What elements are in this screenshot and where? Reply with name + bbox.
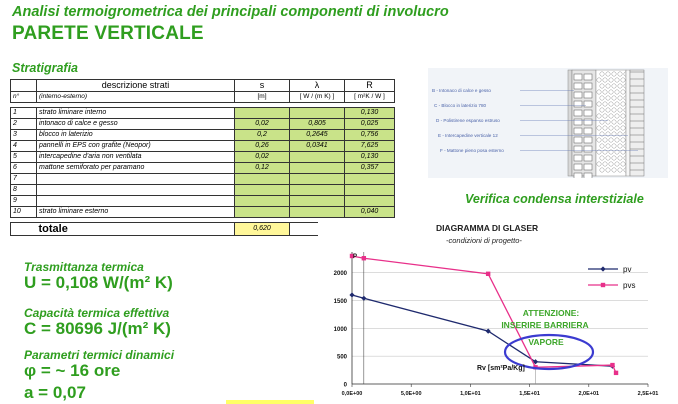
diagram-label: E - Intercapedine verticale 12 [438,133,498,138]
row-lambda [290,163,345,174]
diagram-label: D - Polistirene espanso estruso [436,118,500,123]
y-tick-label: 2000 [333,271,347,278]
brick-cell [584,83,592,89]
row-description: mattone semiforato per paramano [37,163,235,174]
row-s: 0,02 [235,152,290,163]
row-s: 0,12 [235,163,290,174]
x-tick-label: 2,0E+01 [578,391,600,397]
capacita-label: Capacità termica effettiva [24,306,170,320]
col-header-s: s [235,80,290,92]
table-row [11,152,395,163]
brick-cell [574,92,582,98]
brick-cell [584,164,592,170]
glaser-chart [318,218,678,404]
row-r: 0,357 [345,163,395,174]
corner-mark: P [353,254,358,260]
row-s [235,196,290,207]
row-lambda [290,196,345,207]
row-number: 4 [11,141,37,152]
y-tick-label: 1500 [333,299,347,306]
attention-annotation-line-1: ATTENZIONE: [522,308,580,318]
brick-cell [574,119,582,125]
table-row [11,163,395,174]
y-tick-label: 1000 [333,326,347,333]
brick-cell [574,164,582,170]
row-number: 2 [11,119,37,130]
brick-cell [574,83,582,89]
row-s [235,108,290,119]
row-lambda [290,108,345,119]
row-r: 0,025 [345,119,395,130]
dinamici-label: Parametri termici dinamici [24,348,175,362]
brick-cell [584,128,592,134]
table-row [11,174,395,185]
col-header-lambda: λ [290,80,345,92]
col-header-r: R [345,80,395,92]
row-description [37,196,235,207]
attention-annotation-line-2: INSERIRE BARRIERA [501,320,589,330]
row-r [345,174,395,185]
row-description: strato liminare esterno [37,207,235,218]
brick-cell [574,146,582,152]
row-number: 8 [11,185,37,196]
chart-background [318,218,678,404]
col-header-desc: descrizione strati [37,80,235,92]
row-number: 9 [11,196,37,207]
row-lambda: 0,805 [290,119,345,130]
row-description: pannelli in EPS con grafite (Neopor) [37,141,235,152]
col-sub-n: n° [11,92,37,103]
row-number: 7 [11,174,37,185]
x-tick-label: 0,0E+00 [341,391,363,397]
data-point-pvs [486,272,490,276]
row-lambda [290,152,345,163]
row-s: 0,2 [235,130,290,141]
brick-cell [574,101,582,107]
capacita-value: C = 80696 J/(m² K) [24,319,171,338]
col-sub-desc: (interno-esterno) [37,92,235,103]
brick-cell [584,146,592,152]
row-description [37,174,235,185]
data-point-pvs [614,371,618,375]
row-s [235,174,290,185]
brick-cell [584,155,592,161]
data-point-pvs [362,256,366,260]
highlight-bar [226,400,314,404]
total-label: totale [37,223,235,236]
legend-label-pvs: pvs [623,281,636,290]
brick-cell [584,173,592,178]
x-tick-label: 2,5E+01 [637,391,659,397]
row-number: 10 [11,207,37,218]
row-r: 0,130 [345,152,395,163]
row-r: 0,756 [345,130,395,141]
row-s [235,207,290,218]
row-description [37,185,235,196]
brick-cell [584,92,592,98]
row-number: 3 [11,130,37,141]
brick-cell [574,155,582,161]
row-lambda [290,174,345,185]
col-sub-s: [m] [235,92,290,103]
brick-cell [584,74,592,80]
verifica-title: Verifica condensa interstiziale [465,192,644,206]
a-value: a = 0,07 [24,383,86,402]
page-subtitle: Analisi termoigrometrica dei principali componenti di involucro [12,4,449,20]
x-axis-label: Rv [sm²Pa/Kg] [477,365,525,372]
row-s: 0,26 [235,141,290,152]
legend-marker-pvs [601,283,605,287]
row-description: blocco in laterizio [37,130,235,141]
row-s [235,185,290,196]
wall-layers [568,70,644,178]
col-sub-lambda: [ W / (m K) ] [290,92,345,103]
row-description: intercapedine d'aria non ventilata [37,152,235,163]
brick-cell [584,101,592,107]
diagram-label: C - Blocco in laterizio 780 [434,103,487,108]
total-s: 0,620 [235,223,290,236]
trasmittanza-label: Trasmittanza termica [24,260,144,274]
brick-cell [574,137,582,143]
y-tick-label: 500 [336,354,347,361]
x-tick-label: 1,0E+01 [460,391,481,397]
y-tick-label: 0 [343,382,347,389]
page-title: PARETE VERTICALE [12,23,204,44]
x-tick-label: 1,5E+01 [519,391,540,397]
table-row [11,185,395,196]
trasmittanza-value: U = 0,108 W/(m² K) [24,273,173,292]
stratigrafia-table [10,79,395,236]
row-lambda [290,207,345,218]
row-description: intonaco di calce e gesso [37,119,235,130]
row-lambda: 0,2645 [290,130,345,141]
brick-cell [584,110,592,116]
row-r: 0,040 [345,207,395,218]
table-row [11,130,395,141]
brick-cell [574,110,582,116]
table-row [11,196,395,207]
phi-value: φ = ~ 16 ore [24,361,121,380]
legend-label-pv: pv [623,265,632,274]
x-tick-label: 5,0E+00 [400,391,422,397]
brick-cell [574,128,582,134]
row-lambda: 0,0341 [290,141,345,152]
data-point-pvs [610,363,614,367]
header-blank [11,80,37,92]
brick-cell [574,173,582,178]
col-sub-r: [ m²K / W ] [345,92,395,103]
chart-title: DIAGRAMMA DI GLASER [436,223,539,233]
total-blank [11,223,37,236]
brick-cell [584,137,592,143]
section-title-stratigrafia: Stratigrafia [12,61,78,75]
row-description: strato liminare interno [37,108,235,119]
row-s: 0,02 [235,119,290,130]
table-row [11,108,395,119]
diagram-label: B - Intonaco di calce e gesso [432,88,491,93]
table-row [11,141,395,152]
row-r [345,196,395,207]
chart-subtitle: -condizioni di progetto- [446,236,522,245]
row-r: 0,130 [345,108,395,119]
row-lambda [290,185,345,196]
row-r: 7,625 [345,141,395,152]
diagram-label: F - Mattone pieno posa esterno [440,148,504,153]
table-row [11,119,395,130]
attention-annotation-line-3: VAPORE [528,337,564,347]
row-r [345,185,395,196]
table-row [11,207,395,218]
row-number: 1 [11,108,37,119]
wall-section-diagram [428,68,668,178]
row-number: 6 [11,163,37,174]
brick-cell [574,74,582,80]
brick-cell [584,119,592,125]
row-number: 5 [11,152,37,163]
